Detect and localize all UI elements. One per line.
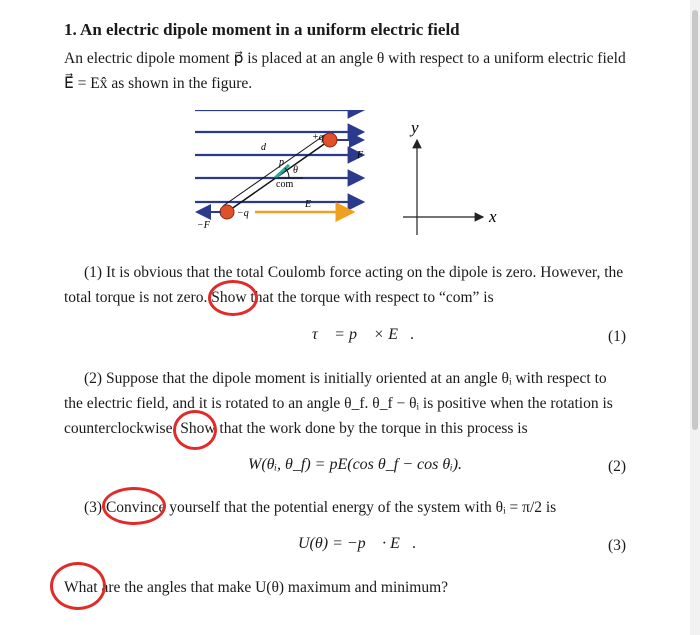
problem-title: 1. An electric dipole moment in a uniform electric field — [64, 20, 460, 39]
part2-line-2: the electric field, and it is rotated to an angle θ_f. θ_f − θᵢ is positive when the rotation is — [64, 395, 613, 412]
part1-highlight-show: Show — [211, 289, 247, 306]
equation-2: W(θᵢ, θ_f) = pE(cos θ_f − cos θᵢ). — [248, 456, 463, 473]
positive-charge — [323, 133, 337, 147]
scrollbar-thumb[interactable] — [692, 10, 698, 430]
plus-charge-label: +q — [312, 132, 324, 143]
highlight-ring — [208, 280, 258, 316]
intro-line-1: An electric dipole moment p⃗ is placed at an angle θ with respect to a uniform electric field — [64, 50, 626, 67]
x-axis-label: x — [489, 207, 497, 226]
F-label: F⃗ — [357, 150, 371, 161]
part1-line-1: (1) It is obvious that the total Coulomb force acting on the dipole is zero. However, the — [84, 264, 624, 281]
part3-text-c: yourself that the potential energy of the system with θᵢ = π/2 is — [169, 499, 557, 516]
part2-text-a: counterclockwise. — [64, 420, 177, 437]
part1-text-c: that the torque with respect to “com” is — [250, 289, 494, 306]
p-label: p⃗ — [279, 157, 292, 168]
question-text: are the angles that make U(θ) maximum and minimum? — [101, 579, 449, 596]
equation-3-number: (3) — [608, 537, 627, 554]
equation-1: τ⃗ = p⃗ × E⃗. — [312, 326, 415, 343]
scrollbar[interactable] — [690, 0, 700, 635]
part1-line-2 — [64, 285, 494, 310]
intro-line-2: E⃗ = Ex̂ as shown in the figure. — [64, 75, 253, 92]
highlight-ring — [50, 562, 106, 610]
com-label: com — [276, 179, 294, 190]
dipole-figure — [185, 110, 515, 245]
d-label: d — [261, 142, 266, 153]
part3-highlight-convince: Convince — [105, 499, 166, 516]
final-question — [64, 575, 448, 600]
minus-charge-label: −q — [237, 208, 249, 219]
negative-charge — [220, 205, 234, 219]
highlight-ring — [173, 410, 217, 450]
theta-label: θ — [293, 165, 298, 176]
equation-2-number: (2) — [608, 458, 627, 475]
equation-1-number: (1) — [608, 328, 627, 345]
part3-text-a: (3) — [84, 499, 103, 516]
minus-F-label: −F⃗ — [197, 220, 218, 231]
equation-3: U(θ) = −p⃗ · E⃗. — [298, 535, 417, 552]
part2-text-c: that the work done by the torque in this process is — [219, 420, 528, 437]
question-highlight-what: What — [64, 579, 98, 596]
part2-line-3 — [64, 416, 528, 441]
part1-text-a: total torque is not zero. — [64, 289, 208, 306]
part2-line-1: (2) Suppose that the dipole moment is initially oriented at an angle θᵢ with respect to — [84, 370, 607, 387]
highlight-ring — [102, 487, 166, 525]
part2-highlight-show: Show — [180, 420, 216, 437]
y-axis-label: y — [411, 118, 419, 137]
E-label: E⃗ — [305, 199, 319, 210]
